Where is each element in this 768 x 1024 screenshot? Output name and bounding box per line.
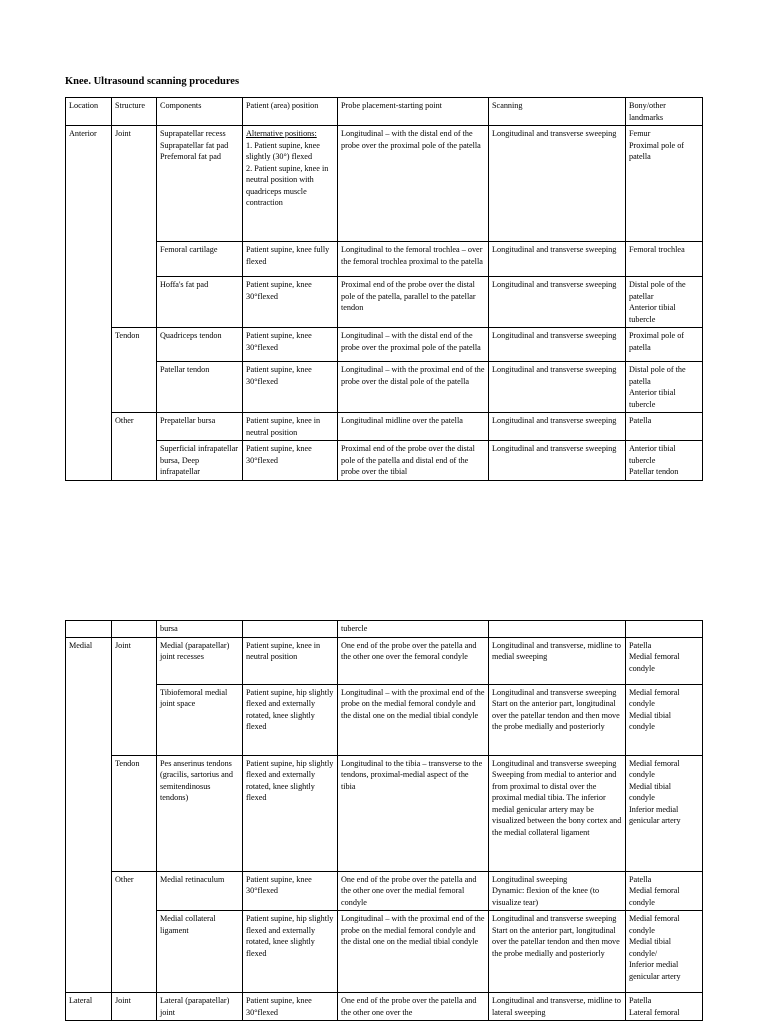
header-scanning: Scanning xyxy=(489,98,626,126)
landmarks-cell: Patella xyxy=(626,413,703,441)
location-cell: Lateral xyxy=(66,993,112,1021)
header-row xyxy=(66,98,703,126)
table-row xyxy=(66,362,703,413)
structure-cell: Joint xyxy=(112,126,157,328)
landmarks-cell: Medial femoral condyle Medial tibial condyle Inferior medial genicular artery xyxy=(626,755,703,871)
components-cell: Pes anserinus tendons (gracilis, sartorius and semitendinosus tendons) xyxy=(157,755,243,871)
position-cell: Patient supine, hip slightly flexed and externally rotated, knee slightly flexed xyxy=(243,911,338,993)
probe-cell: Longitudinal to the femoral trochlea – over the femoral trochlea proximal to the patella xyxy=(338,242,489,277)
probe-cell: Longitudinal – with the distal end of the probe over the proximal pole of the patella xyxy=(338,328,489,362)
probe-cell: One end of the probe over the patella and the other one over the medial femoral condyle xyxy=(338,871,489,911)
structure-cell xyxy=(112,621,157,638)
location-cell: Anterior xyxy=(66,126,112,481)
position-cell: Patient supine, hip slightly flexed and externally rotated, knee slightly flexed xyxy=(243,684,338,755)
landmarks-cell: Distal pole of the patellar Anterior tibial tubercle xyxy=(626,277,703,328)
position-cell: Patient supine, knee 30°flexed xyxy=(243,328,338,362)
probe-cell: One end of the probe over the patella and the other one over the xyxy=(338,993,489,1021)
position-cell: Patient supine, knee fully flexed xyxy=(243,242,338,277)
landmarks-cell: Femur Proximal pole of patella xyxy=(626,126,703,242)
position-cell: Patient supine, knee 30°flexed xyxy=(243,277,338,328)
probe-cell: One end of the probe over the patella and the other one over the femoral condyle xyxy=(338,637,489,684)
header-location: Location xyxy=(66,98,112,126)
header-patient-position: Patient (area) position xyxy=(243,98,338,126)
landmarks-cell: Proximal pole of patella xyxy=(626,328,703,362)
landmarks-cell: Medial femoral condyle Medial tibial condyle xyxy=(626,684,703,755)
components-cell: Suprapatellar recess Suprapatellar fat pad Prefemoral fat pad xyxy=(157,126,243,242)
scanning-cell: Longitudinal and transverse sweeping xyxy=(489,328,626,362)
components-cell: Medial (parapatellar) joint recesses xyxy=(157,637,243,684)
probe-cell: Longitudinal midline over the patella xyxy=(338,413,489,441)
components-cell: Tibiofemoral medial joint space xyxy=(157,684,243,755)
position-cell: Patient supine, knee 30°flexed xyxy=(243,441,338,481)
components-cell: Lateral (parapatellar) joint xyxy=(157,993,243,1021)
table-row xyxy=(66,684,703,755)
components-cell: Medial collateral ligament xyxy=(157,911,243,993)
table-row xyxy=(66,993,703,1021)
scanning-cell: Longitudinal and transverse, midline to medial sweeping xyxy=(489,637,626,684)
components-cell: Hoffa's fat pad xyxy=(157,277,243,328)
table-row xyxy=(66,328,703,362)
location-cell xyxy=(66,621,112,638)
table-row xyxy=(66,911,703,993)
landmarks-cell: Distal pole of the patella Anterior tibial tubercle xyxy=(626,362,703,413)
probe-cell: Longitudinal to the tibia – transverse to the tendons, proximal-medial aspect of the tibia xyxy=(338,755,489,871)
structure-cell: Tendon xyxy=(112,755,157,871)
probe-cell: Proximal end of the probe over the distal pole of the patella, parallel to the patellar tendon xyxy=(338,277,489,328)
scanning-cell: Longitudinal and transverse sweeping xyxy=(489,242,626,277)
probe-cell: Longitudinal – with the proximal end of the probe over the distal pole of the patella xyxy=(338,362,489,413)
scanning-cell: Longitudinal and transverse sweeping xyxy=(489,413,626,441)
position-cell: Patient supine, knee 30°flexed xyxy=(243,362,338,413)
procedures-table-part-2 xyxy=(65,620,703,1021)
continuation-row xyxy=(66,621,703,638)
scanning-cell: Longitudinal sweeping Dynamic: flexion of the knee (to visualize tear) xyxy=(489,871,626,911)
landmarks-cell: Femoral trochlea xyxy=(626,242,703,277)
components-cell: Medial retinaculum xyxy=(157,871,243,911)
landmarks-cell: Anterior tibial tubercle Patellar tendon xyxy=(626,441,703,481)
scanning-cell: Longitudinal and transverse, midline to lateral sweeping xyxy=(489,993,626,1021)
probe-cell: tubercle xyxy=(338,621,489,638)
probe-cell: Proximal end of the probe over the distal pole of the patella and distal end of the probe over the tibial xyxy=(338,441,489,481)
components-cell: Quadriceps tendon xyxy=(157,328,243,362)
table-row xyxy=(66,637,703,684)
probe-cell: Longitudinal – with the proximal end of the probe on the medial femoral condyle and the distal one on the medial tibial condyle xyxy=(338,911,489,993)
components-cell: Femoral cartilage xyxy=(157,242,243,277)
table-row xyxy=(66,871,703,911)
header-landmarks: Bony/other landmarks xyxy=(626,98,703,126)
components-cell: Patellar tendon xyxy=(157,362,243,413)
scanning-cell: Longitudinal and transverse sweeping Start on the anterior part, longitudinal over the patellar tendon and then move the probe medially and posteriorly xyxy=(489,684,626,755)
table-row xyxy=(66,277,703,328)
table-row xyxy=(66,441,703,481)
landmarks-cell xyxy=(626,621,703,638)
landmarks-cell: Patella Medial femoral condyle xyxy=(626,637,703,684)
header-components: Components xyxy=(157,98,243,126)
procedures-table-part-1 xyxy=(65,97,703,481)
scanning-cell: Longitudinal and transverse sweeping xyxy=(489,441,626,481)
scanning-cell: Longitudinal and transverse sweeping xyxy=(489,126,626,242)
table-row xyxy=(66,242,703,277)
position-cell: Patient supine, knee 30°flexed xyxy=(243,871,338,911)
structure-cell: Other xyxy=(112,871,157,993)
scanning-cell xyxy=(489,621,626,638)
alternative-positions-label: Alternative positions: xyxy=(246,129,317,138)
position-cell: Patient supine, knee in neutral position xyxy=(243,413,338,441)
landmarks-cell: Patella Medial femoral condyle xyxy=(626,871,703,911)
position-cell: Alternative positions: 1. Patient supine, knee slightly (30°) flexed 2. Patient supine, knee in neutral position with quadriceps muscle contraction xyxy=(243,126,338,242)
header-probe-placement: Probe placement-starting point xyxy=(338,98,489,126)
structure-cell: Joint xyxy=(112,637,157,755)
landmarks-cell: Patella Lateral femoral xyxy=(626,993,703,1021)
components-cell: Prepatellar bursa xyxy=(157,413,243,441)
table-row xyxy=(66,755,703,871)
table-row xyxy=(66,413,703,441)
position-cell: Patient supine, knee in neutral position xyxy=(243,637,338,684)
header-structure: Structure xyxy=(112,98,157,126)
scanning-cell: Longitudinal and transverse sweeping Sweeping from medial to anterior and from proximal to distal over the proximal medial tibia. The inferior medial genicular artery may be visualized between the bony cortex and the medial collateral ligament xyxy=(489,755,626,871)
position-cell: Patient supine, knee 30°flexed xyxy=(243,993,338,1021)
position-cell: Patient supine, hip slightly flexed and externally rotated, knee slightly flexed xyxy=(243,755,338,871)
scanning-cell: Longitudinal and transverse sweeping xyxy=(489,362,626,413)
page-title: Knee. Ultrasound scanning procedures xyxy=(65,76,240,87)
table-row xyxy=(66,126,703,242)
scanning-cell: Longitudinal and transverse sweeping xyxy=(489,277,626,328)
structure-cell: Joint xyxy=(112,993,157,1021)
probe-cell: Longitudinal – with the proximal end of the probe on the medial femoral condyle and the distal one on the medial tibial condyle xyxy=(338,684,489,755)
structure-cell: Tendon xyxy=(112,328,157,413)
structure-cell: Other xyxy=(112,413,157,481)
scanning-cell: Longitudinal and transverse sweeping Start on the anterior part, longitudinal over the patellar tendon and then move the probe medially and posteriorly xyxy=(489,911,626,993)
components-cell: Superficial infrapatellar bursa, Deep infrapatellar xyxy=(157,441,243,481)
probe-cell: Longitudinal – with the distal end of the probe over the proximal pole of the patella xyxy=(338,126,489,242)
position-cell xyxy=(243,621,338,638)
landmarks-cell: Medial femoral condyle Medial tibial condyle/ Inferior medial genicular artery xyxy=(626,911,703,993)
components-cell: bursa xyxy=(157,621,243,638)
location-cell: Medial xyxy=(66,637,112,993)
